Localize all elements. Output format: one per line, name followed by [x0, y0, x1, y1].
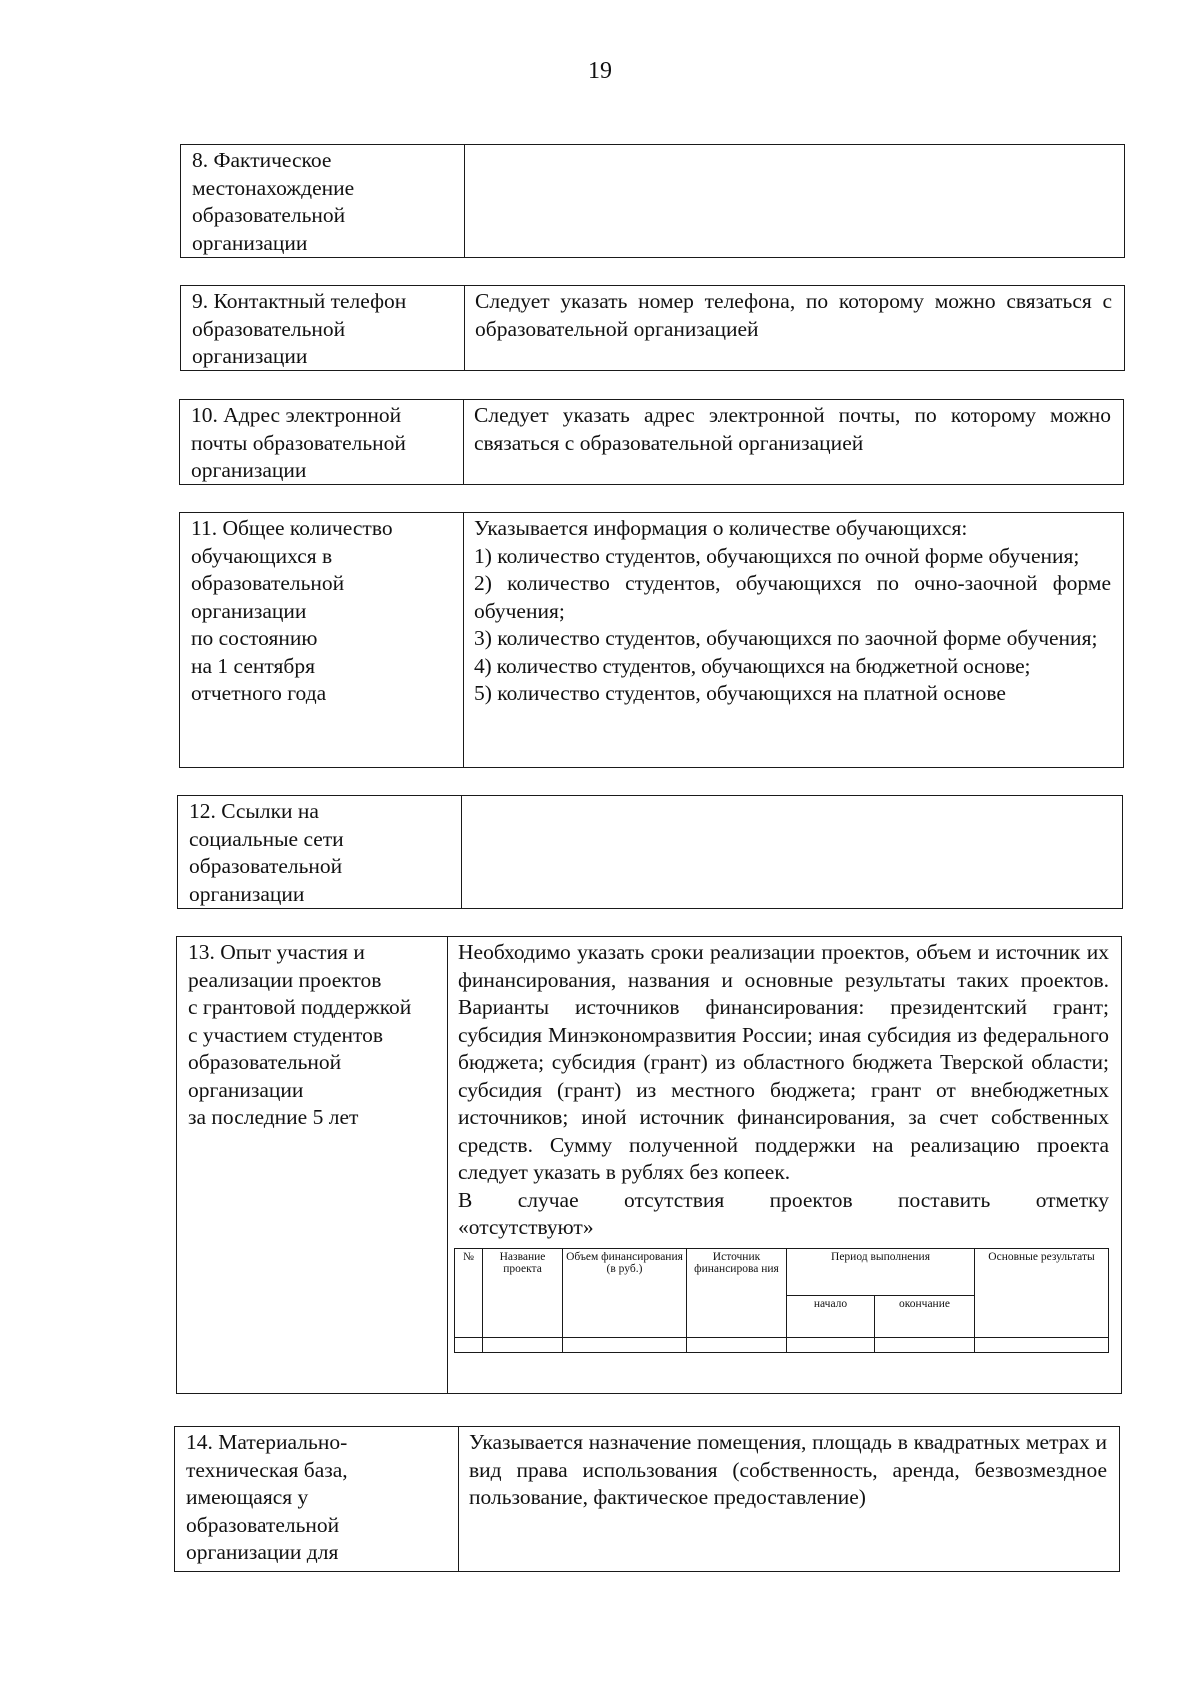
section-13-row: [176, 936, 1122, 1394]
section-11-intro: Указывается информация о количестве обучающихся:: [474, 516, 968, 540]
section-14-label: 14. Материально- техническая база, имеющаяся у образовательной организации для: [175, 1427, 459, 1571]
section-8-content: [465, 145, 1124, 257]
col-header-results: Основные результаты: [975, 1248, 1109, 1337]
section-10-label: 10. Адрес электронной почты образовательной организации: [180, 400, 464, 484]
section-11-item-3: 3) количество студентов, обучающихся по заочной форме обучения;: [474, 626, 1098, 650]
section-13-content: [448, 937, 1121, 1393]
col-header-num: №: [455, 1248, 483, 1337]
section-11-item-4: 4) количество студентов, обучающихся на бюджетной основе;: [474, 653, 1031, 678]
section-9-content: Следует указать номер телефона, по которому можно связаться с образовательной организацией: [475, 289, 1112, 341]
table-row: [455, 1337, 1109, 1352]
section-14-content: Указывается назначение помещения, площадь в квадратных метрах и вид права использования (собственность, аренда, безвозмездное пользование, фактическое предоставление): [469, 1430, 1107, 1509]
section-10-row: [179, 399, 1124, 485]
section-13-text: Необходимо указать сроки реализации проектов, объем и источник их финансирования, названия и основные результаты таких проектов. Варианты источников финансирования: президентский грант; субсидия Минэкономразвития России; иная субсидия из федерального бюджета; субсидия (грант) из областного бюджета Тверской области; субсидия (грант) из местного бюджета; грант от внебюджетных источников; иной источник финансирования, за счет собственных средств. Сумму полученной поддержки на реализацию проекта следует указать в рублях без копеек.: [458, 940, 1109, 1184]
section-11-item-2: 2) количество студентов, обучающихся по очно-заочной форме обучения;: [474, 571, 1111, 623]
col-header-name: Название проекта: [483, 1248, 563, 1337]
section-12-content: [462, 796, 1122, 908]
section-11-item-5: 5) количество студентов, обучающихся на платной основе: [474, 681, 1006, 705]
section-9-row: [180, 285, 1125, 371]
section-13-note-tail: «отсутствуют»: [458, 1215, 594, 1239]
col-header-end: окончание: [875, 1295, 975, 1337]
section-8-row: [180, 144, 1125, 258]
section-13-note: В случае отсутствия проектов поставить отметку: [458, 1187, 1109, 1212]
section-10-content: Следует указать адрес электронной почты, по которому можно связаться с образовательной организацией: [474, 403, 1111, 455]
col-header-period: Период выполнения: [787, 1248, 975, 1295]
section-9-label: 9. Контактный телефон образовательной организации: [181, 286, 465, 370]
grant-projects-table: [454, 1248, 1109, 1353]
section-12-row: [177, 795, 1123, 909]
page-number: 19: [588, 58, 612, 84]
section-11-content: [464, 513, 1123, 767]
table-header-row: [455, 1248, 1109, 1295]
section-11-label: 11. Общее количество обучающихся в образовательной организации по состоянию на 1 сентября отчетного года: [180, 513, 464, 767]
section-11-item-1: 1) количество студентов, обучающихся по очной форме обучения;: [474, 543, 1080, 568]
section-8-label: 8. Фактическое местонахождение образовательной организации: [181, 145, 465, 257]
section-11-row: [179, 512, 1124, 768]
col-header-volume: Объем финансирования (в руб.): [563, 1248, 687, 1337]
section-12-label: 12. Ссылки на социальные сети образовательной организации: [178, 796, 462, 908]
section-13-label: 13. Опыт участия и реализации проектов с грантовой поддержкой с участием студентов образовательной организации за последние 5 лет: [177, 937, 448, 1393]
section-14-row: [174, 1426, 1120, 1572]
col-header-start: начало: [787, 1295, 875, 1337]
col-header-source: Источник финансирова ния: [687, 1248, 787, 1337]
